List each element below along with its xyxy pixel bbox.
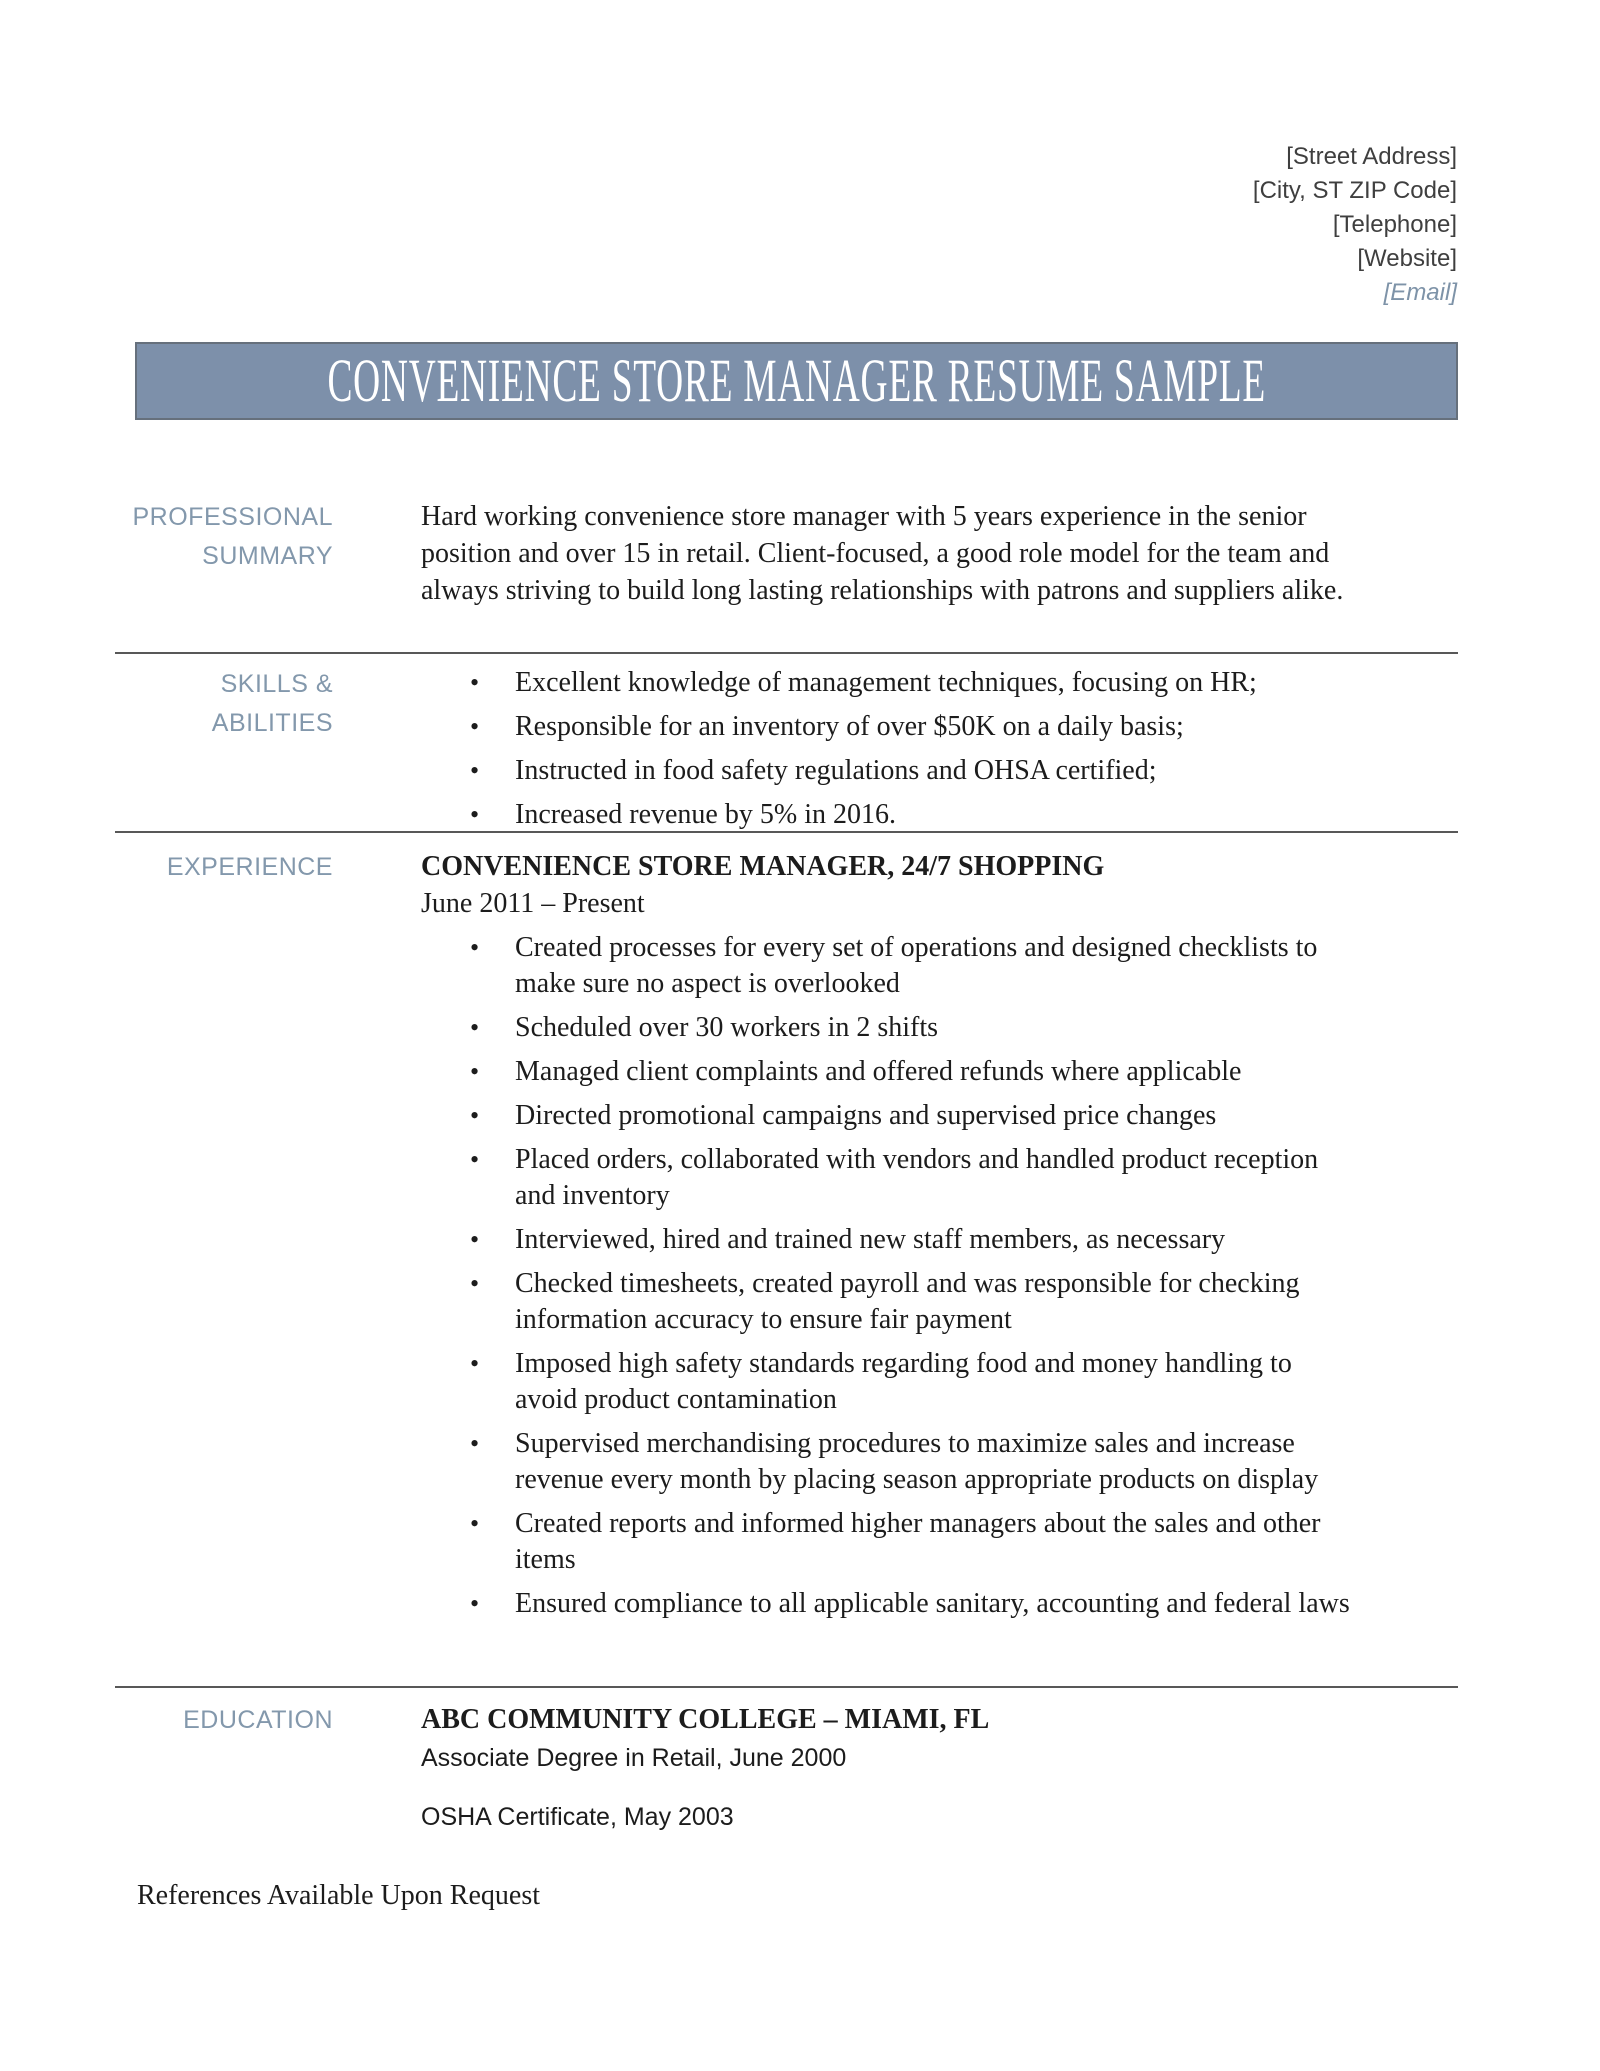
- bullet-icon: [470, 1054, 515, 1090]
- skills-list-item: [470, 753, 1458, 789]
- title-banner: [135, 342, 1458, 420]
- contact-block: [1253, 140, 1457, 310]
- job-dates: June 2011 – Present: [421, 888, 645, 919]
- contact-line: [Website]: [1357, 245, 1457, 272]
- experience-list-item: [470, 930, 1458, 1002]
- section-label-education: EDUCATION: [183, 1706, 333, 1734]
- experience-list-item: [470, 1346, 1458, 1418]
- experience-list-item: [470, 1222, 1458, 1258]
- bullet-text: Supervised merchandising procedures to maximize sales and increase revenue every month by placing season appropriate products on display: [515, 1428, 1319, 1495]
- page-title: CONVENIENCE STORE MANAGER RESUME SAMPLE: [327, 347, 1266, 415]
- bullet-icon: [470, 665, 515, 701]
- bullet-text: Placed orders, collaborated with vendors and handled product reception and inventory: [515, 1144, 1319, 1211]
- bullet-text: Increased revenue by 5% in 2016.: [515, 799, 896, 830]
- experience-list-item: [470, 1506, 1458, 1578]
- bullet-text: Interviewed, hired and trained new staff members, as necessary: [515, 1224, 1226, 1255]
- experience-list-item: [470, 1266, 1458, 1338]
- bullet-text: Scheduled over 30 workers in 2 shifts: [515, 1012, 939, 1043]
- bullet-text: Managed client complaints and offered refunds where applicable: [515, 1056, 1242, 1087]
- experience-list-item: [470, 1426, 1458, 1498]
- bullet-icon: [470, 1266, 515, 1338]
- skills-list-item: [470, 709, 1458, 745]
- experience-list: [421, 930, 1458, 1622]
- section-education: [115, 1687, 1458, 1834]
- contact-line: [City, ST ZIP Code]: [1252, 177, 1457, 204]
- bullet-text: Imposed high safety standards regarding food and money handling to avoid product contamination: [515, 1348, 1292, 1415]
- bullet-icon: [470, 1142, 515, 1214]
- section-label-skills-abilities: SKILLS & ABILITIES: [211, 670, 333, 737]
- education-degree: Associate Degree in Retail, June 2000: [421, 1744, 847, 1772]
- references-note: References Available Upon Request: [137, 1880, 541, 1911]
- bullet-text: Directed promotional campaigns and supervised price changes: [515, 1100, 1217, 1131]
- bullet-text: Excellent knowledge of management techniques, focusing on HR;: [515, 667, 1257, 698]
- contact-email: [Email]: [1383, 279, 1457, 306]
- label-line-professional: PROFESSIONAL: [132, 503, 333, 531]
- skills-list-item: [470, 665, 1458, 701]
- experience-list-item: [470, 1142, 1458, 1214]
- bullet-text: Ensured compliance to all applicable sanitary, accounting and federal laws: [515, 1588, 1350, 1619]
- bullet-icon: [470, 1506, 515, 1578]
- contact-line: [Telephone]: [1332, 211, 1457, 238]
- bullet-icon: [470, 1098, 515, 1134]
- bullet-icon: [470, 1346, 515, 1418]
- bullet-icon: [470, 1426, 515, 1498]
- job-title: CONVENIENCE STORE MANAGER, 24/7 SHOPPING: [421, 851, 1105, 882]
- bullet-icon: [470, 753, 515, 789]
- bullet-icon: [470, 709, 515, 745]
- label-line-summary: SUMMARY: [202, 542, 333, 570]
- experience-list-item: [470, 1586, 1458, 1622]
- skills-list: [421, 665, 1458, 833]
- experience-list-item: [470, 1054, 1458, 1090]
- section-experience: [115, 832, 1458, 1630]
- contact-lines: [1253, 140, 1457, 276]
- skills-list-item: [470, 797, 1458, 833]
- skills-body: [421, 665, 1458, 841]
- summary-text: Hard working convenience store manager with 5 years experience in the senior position and over 15 in retail. Client-focused, a good role model for the team and always striving to build long lasting relationships with patrons and suppliers alike.: [421, 501, 1344, 606]
- bullet-text: Checked timesheets, created payroll and was responsible for checking information accuracy to ensure fair payment: [515, 1268, 1300, 1335]
- education-certificate: OSHA Certificate, May 2003: [421, 1803, 734, 1831]
- bullet-icon: [470, 1586, 515, 1622]
- section-skills-abilities: [115, 653, 1458, 841]
- bullet-icon: [470, 930, 515, 1002]
- experience-body: [421, 848, 1458, 1630]
- section-professional-summary: [115, 498, 1458, 609]
- section-label-professional-summary: [115, 498, 333, 609]
- bullet-text: Responsible for an inventory of over $50K on a daily basis;: [515, 711, 1184, 742]
- bullet-text: Instructed in food safety regulations and OHSA certified;: [515, 755, 1157, 786]
- bullet-text: Created processes for every set of operations and designed checklists to make sure no aspect is overlooked: [515, 932, 1318, 999]
- experience-list-item: [470, 1098, 1458, 1134]
- bullet-icon: [470, 1222, 515, 1258]
- contact-line: [Street Address]: [1286, 143, 1457, 170]
- section-label-experience: EXPERIENCE: [166, 853, 333, 881]
- bullet-icon: [470, 797, 515, 833]
- education-body: [421, 1701, 1458, 1834]
- bullet-text: Created reports and informed higher managers about the sales and other items: [515, 1508, 1321, 1575]
- experience-list-item: [470, 1010, 1458, 1046]
- bullet-icon: [470, 1010, 515, 1046]
- education-school: ABC COMMUNITY COLLEGE – MIAMI, FL: [421, 1704, 990, 1735]
